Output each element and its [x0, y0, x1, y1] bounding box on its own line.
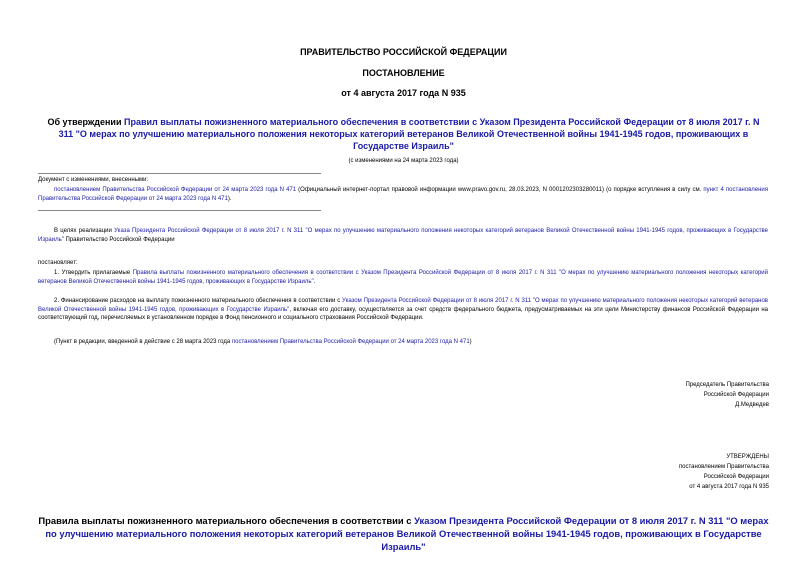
paragraph-2-note-start: (Пункт в редакции, введенной в действие с 28 марта 2023 года	[54, 339, 232, 345]
preamble-paragraph	[38, 227, 768, 244]
document-title-prefix: Об утверждении	[47, 117, 124, 127]
signature-block	[619, 380, 769, 410]
amendments-end-text: ).	[227, 195, 232, 202]
amendments-text	[38, 186, 768, 203]
document-date-number: от 4 августа 2017 года N 935	[341, 88, 466, 98]
rules-link[interactable]: Правила выплаты пожизненного материального обеспечения в соответствии с Указом Президента Российской Федерации от 8 июля 2017 г. N 311 "О мерах по улучшению материального положения некоторых категорий ветеранов Великой Отечественной войны 1941-1945 годов, проживающих в Государстве Израиль"	[38, 270, 768, 285]
divider-top	[38, 173, 321, 174]
paragraph-2-note-end: )	[469, 339, 472, 345]
decree-311-link-2[interactable]: Указом Президента Российской Федерации от 8 июля 2017 г. N 311 "О мерах по улучшению материального положения некоторых категорий ветеранов Великой Отечественной войны 1941-1945 годов, проживающих в Государстве Израиль"	[38, 298, 768, 313]
preamble-text-start: В целях реализации	[54, 228, 115, 234]
document-type-heading: ПОСТАНОВЛЕНИЕ	[362, 68, 445, 78]
approved-block	[619, 452, 769, 492]
rules-title-decree-link[interactable]: Указом Президента Российской Федерации от 8 июля 2017 г. N 311 "О мерах по улучшению материального положения некоторых категорий ветеранов Великой Отечественной войны 1941-1945 годов, проживающих в Государстве Израиль"	[45, 515, 769, 552]
changes-note: (с изменениями на 24 марта 2023 года)	[348, 158, 459, 164]
paragraph-2-end: , включая его доставку, осуществляется за счет средств федерального бюджета, предусматриваемых на эти цели Министерству финансов Российской Федерации на соответствующий год, перечисляемых в установленном порядке в Фонд пенсионного и социального страхования Российской Федерации.	[38, 306, 769, 322]
approved-by-decree: постановлением Правительства	[678, 464, 769, 470]
rules-title-link[interactable]: Правил выплаты пожизненного материального обеспечения в соответствии с Указом Президента Российской Федерации от 8 июля 2017 г. N 311 "О мерах по улучшению материального положения некоторых категорий ветеранов Великой Отечественной войны 1941-1945 годов, проживающих в Государстве Израиль"	[58, 117, 760, 151]
rules-title	[36, 514, 771, 553]
amendments-label: Документ с изменениями, внесенными:	[38, 177, 149, 183]
government-heading: ПРАВИТЕЛЬСТВО РОССИЙСКОЙ ФЕДЕРАЦИИ	[300, 47, 507, 57]
paragraph-1	[38, 269, 768, 286]
signature-position: Председатель Правительства	[685, 382, 769, 388]
paragraph-1-end: .	[313, 278, 316, 285]
approved-country: Российской Федерации	[703, 474, 769, 480]
signature-name: Д.Медведев	[735, 402, 769, 408]
signature-country: Российской Федерации	[703, 392, 769, 398]
paragraph-2	[38, 297, 768, 323]
amendments-publication-text: (Официальный интернет-портал правовой информации www.pravo.gov.ru, 28.03.2023, N 0001202303280011) (о порядке вступления в силу см.	[296, 187, 704, 193]
divider-bottom	[38, 210, 321, 211]
paragraph-2-note	[38, 338, 768, 347]
decrees-word: постановляет:	[38, 260, 78, 266]
rules-title-start: Правила выплаты пожизненного материального обеспечения в соответствии с	[38, 515, 415, 526]
preamble-text-end: Правительство Российской Федерации	[63, 236, 175, 243]
decree-311-link[interactable]: Указа Президента Российской Федерации от 8 июля 2017 г. N 311 "О мерах по улучшению материального положения некоторых категорий ветеранов Великой Отечественной войны 1941-1945 годов, проживающих в Государстве Израиль"	[38, 228, 768, 243]
paragraph-1-start: 1. Утвердить прилагаемые	[54, 270, 133, 276]
approved-date: от 4 августа 2017 года N 935	[689, 484, 769, 490]
decree-471-link[interactable]: постановлением Правительства Российской Федерации от 24 марта 2023 года N 471	[54, 187, 297, 193]
approved-label: УТВЕРЖДЕНЫ	[726, 454, 769, 460]
decree-471-point4-link[interactable]: пункт 4 постановления Правительства Российской Федерации от 24 марта 2023 года N 471	[38, 187, 768, 202]
document-title	[40, 116, 767, 152]
decree-471-link-2[interactable]: постановлением Правительства Российской Федерации от 24 марта 2023 года N 471	[231, 339, 470, 345]
paragraph-2-start: 2. Финансирование расходов на выплату пожизненного материального обеспечения в соответствии с	[54, 298, 343, 304]
